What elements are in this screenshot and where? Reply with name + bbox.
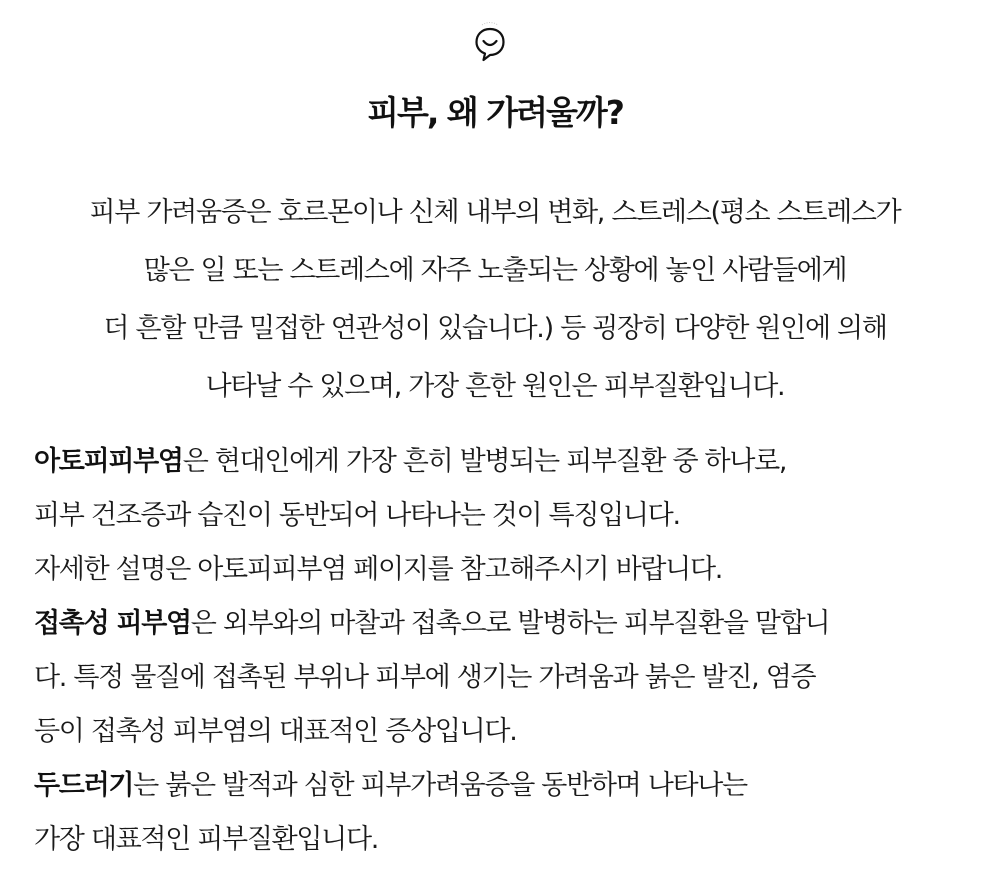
hives-line-2: 가장 대표적인 피부질환입니다. — [34, 824, 379, 855]
intro-line: 더 흔할 만큼 밀접한 연관성이 있습니다.) 등 굉장히 다양한 원인에 의해 — [103, 313, 887, 344]
hives-line-1 — [34, 759, 974, 813]
atopic-description: 은 현대인에게 가장 흔히 발병되는 피부질환 중 하나로, — [182, 446, 787, 477]
disease-descriptions — [34, 435, 974, 867]
atopic-line-3: 자세한 설명은 아토피피부염 페이지를 참고해주시기 바랍니다. — [34, 554, 723, 585]
contact-line-3: 등이 접촉성 피부염의 대표적인 증상입니다. — [34, 716, 517, 747]
atopic-dermatitis-term: 아토피피부염 — [34, 446, 183, 477]
hives-description: 는 붉은 발적과 심한 피부가려움증을 동반하며 나타나는 — [133, 770, 747, 801]
intro-line: 많은 일 또는 스트레스에 자주 노출되는 상황에 놓인 사람들에게 — [143, 255, 847, 286]
contact-line-1 — [34, 597, 974, 651]
contact-description: 은 외부와의 마찰과 접촉으로 발병하는 피부질환을 말합니 — [190, 608, 830, 639]
contact-line-2: 다. 특정 물질에 접촉된 부위나 피부에 생기는 가려움과 붉은 발진, 염증 — [34, 662, 816, 693]
atopic-line-2: 피부 건조증과 습진이 동반되어 나타나는 것이 특징입니다. — [34, 500, 680, 531]
atopic-line-1 — [34, 435, 974, 489]
intro-paragraph — [0, 184, 990, 416]
page-title: 피부, 왜 가려울까? — [367, 93, 623, 132]
intro-line: 피부 가려움증은 호르몬이나 신체 내부의 변화, 스트레스(평소 스트레스가 — [89, 197, 901, 228]
contact-dermatitis-term: 접촉성 피부염 — [34, 608, 191, 639]
intro-line: 나타날 수 있으며, 가장 흔한 원인은 피부질환입니다. — [205, 371, 785, 402]
speech-bubble-smile-icon — [473, 20, 507, 64]
hives-term: 두드러기 — [34, 770, 134, 801]
